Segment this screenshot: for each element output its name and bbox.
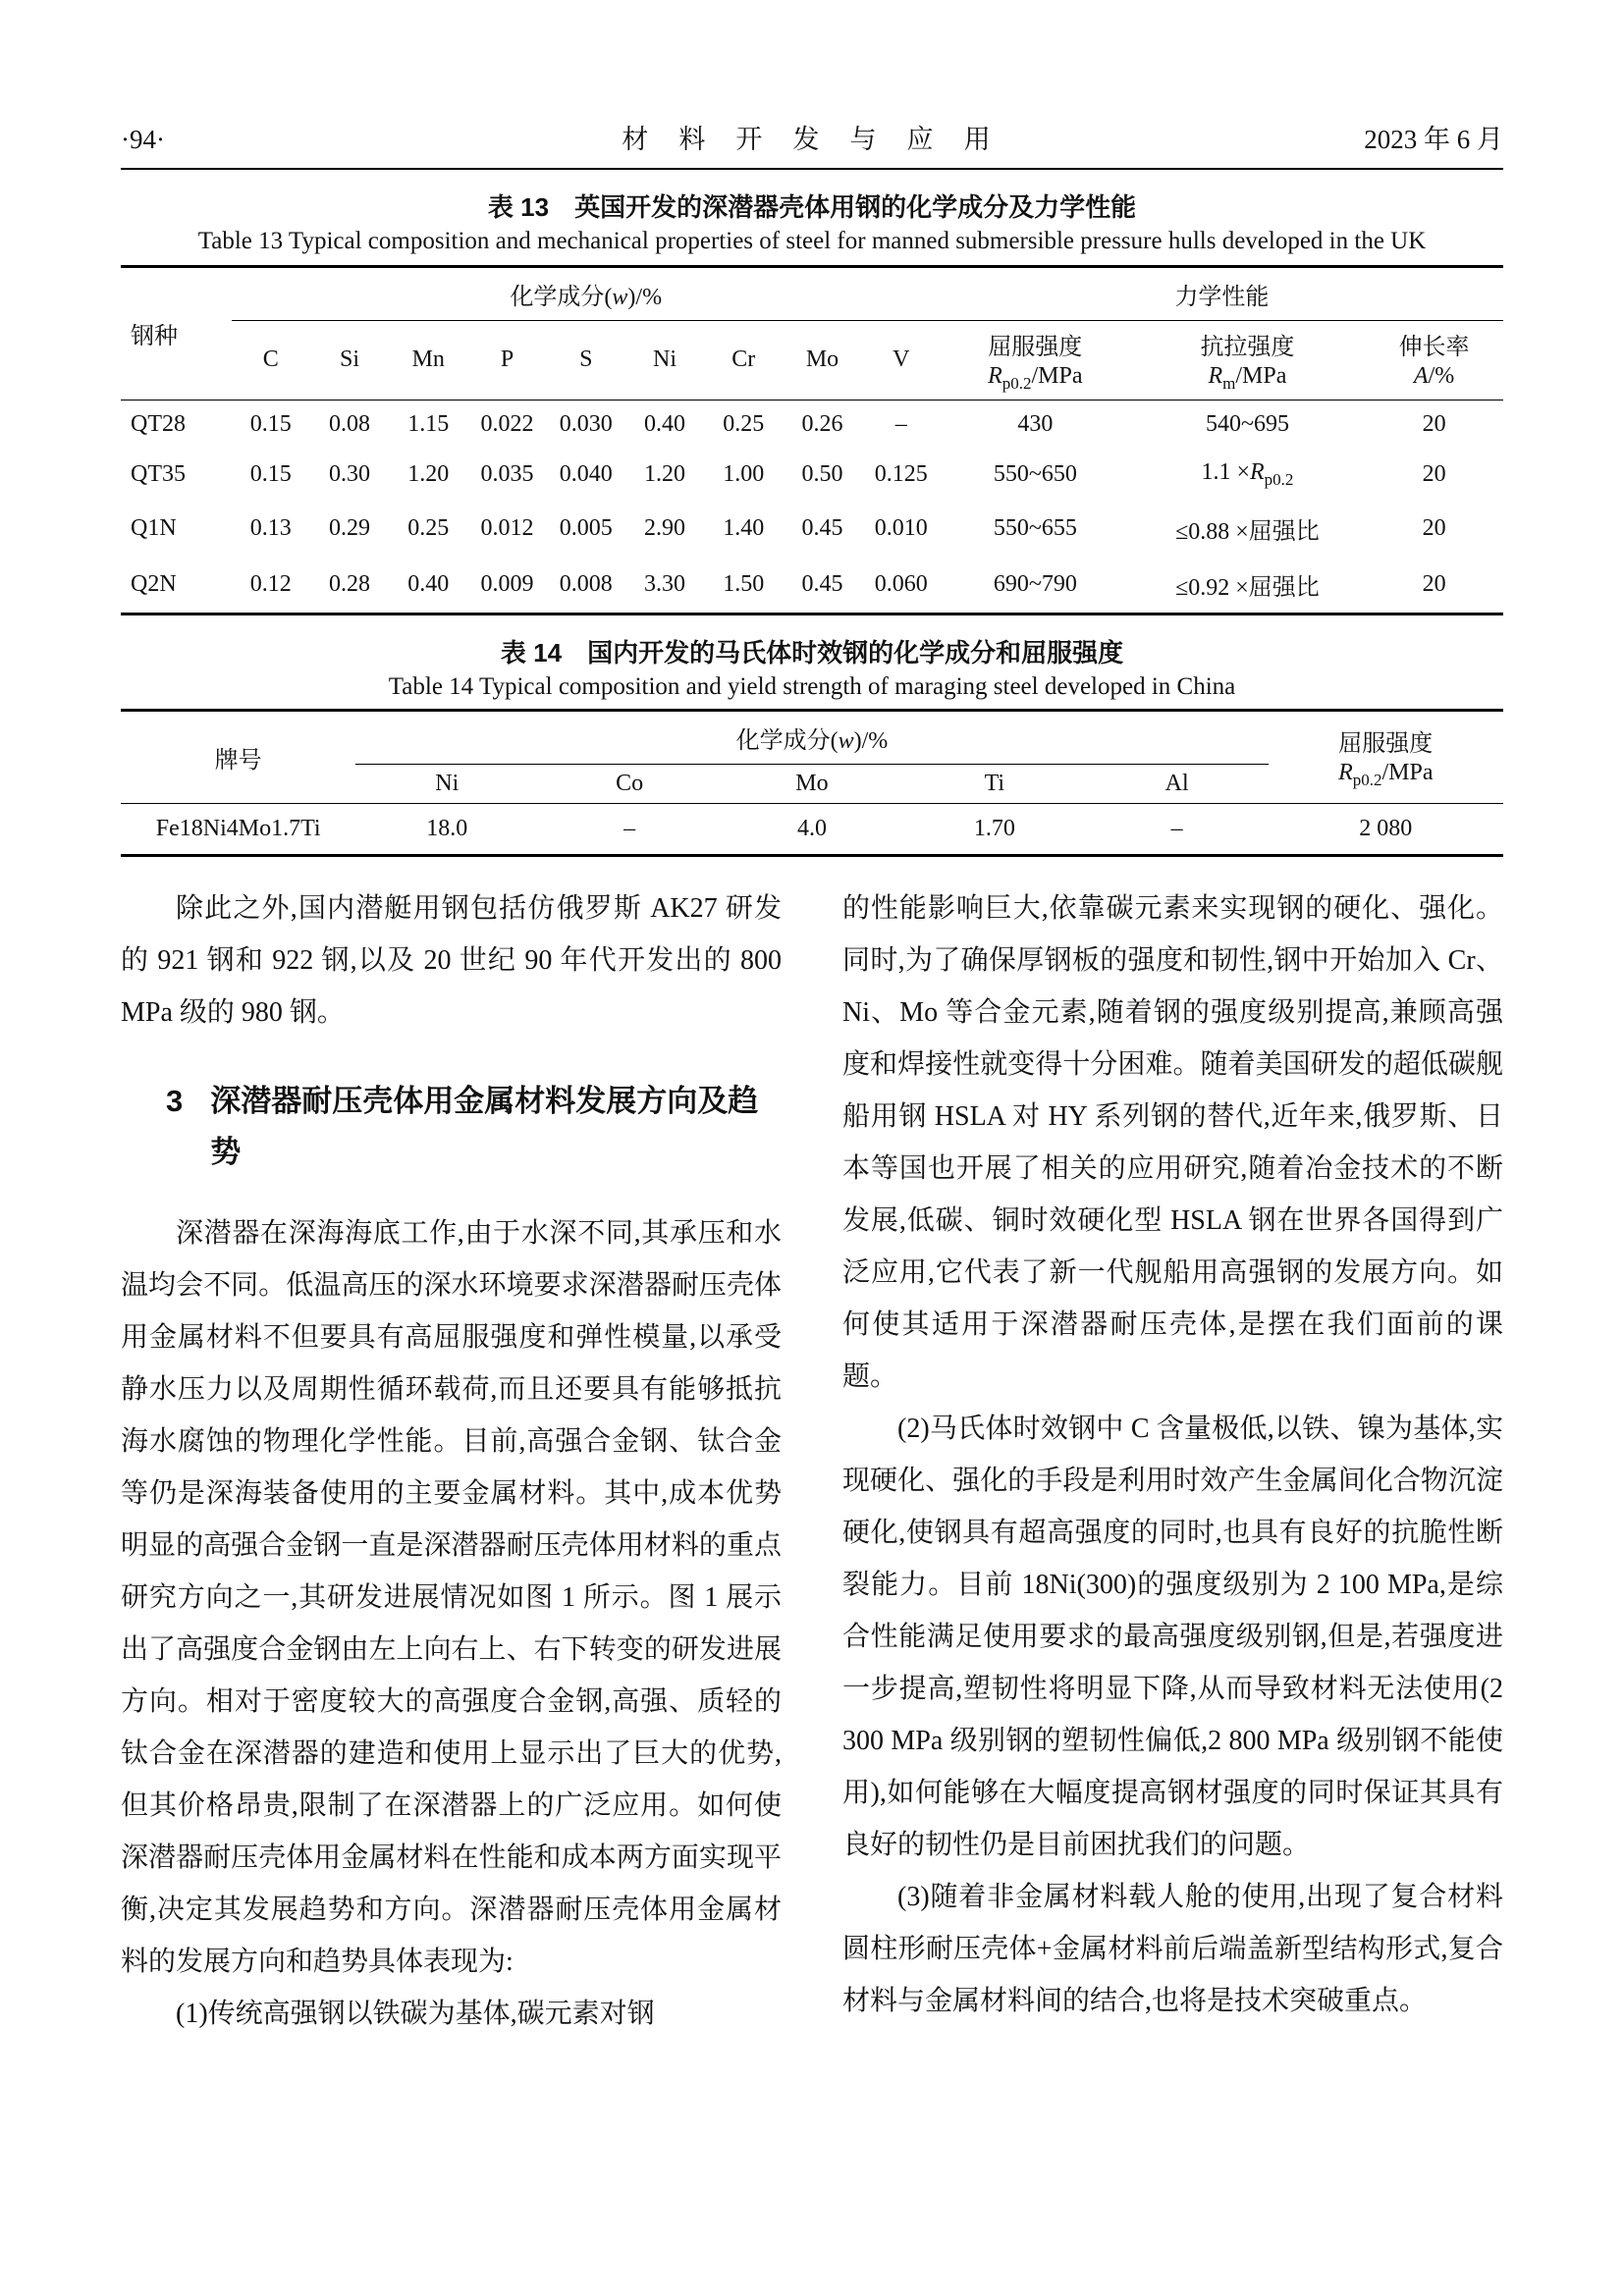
chem-group-post: )/% bbox=[627, 285, 663, 310]
cell-steel: Q2N bbox=[131, 570, 177, 597]
elongation-symbol: A bbox=[1413, 363, 1429, 389]
cell: 0.15 bbox=[249, 410, 292, 437]
table13-col-Si: Si bbox=[310, 321, 389, 400]
elongation-symbol-line bbox=[1369, 363, 1499, 394]
section-title: 深潜器耐压壳体用金属材料发展方向及趋势 bbox=[210, 1083, 759, 1169]
cell: – bbox=[623, 815, 636, 841]
paragraph: 深潜器在深海海底工作,由于水深不同,其承压和水温均会不同。低温高压的深水环境要求深潜器耐压壳体用金属材料不但要具有高屈服强度和弹性模量,以承受静水压力以及周期性循环载荷,而且还要具有能够抵抗海水腐蚀的物理化学性能。目前,高强合金钢、钛合金等仍是深海装备使用的主要金属材料。其中,成本优势明显的高强合金钢一直是深潜器耐压壳体用材料的重点研究方向之一,其研发进展情况如图 1 所示。图 1 展示出了高强度合金钢由左上向右上、右下转变的研发进展方向。相对于密度较大的高强度合金钢,高强、质轻的钛合金在深潜器的建造和使用上显示出了巨大的优势,但其价格昂贵,限制了在深潜器上的广泛应用。如何使深潜器耐压壳体用金属材料在性能和成本两方面实现平衡,决定其发展趋势和方向。深潜器耐压壳体用金属材料的发展方向和趋势具体表现为: bbox=[121, 1217, 782, 1977]
cell: 0.035 bbox=[480, 460, 534, 487]
cell: 0.29 bbox=[329, 514, 370, 541]
cell-elongation: 20 bbox=[1422, 570, 1446, 597]
table-row bbox=[121, 557, 1503, 614]
cell: 0.28 bbox=[329, 570, 370, 597]
tensile-prefix: 1.1 × bbox=[1201, 458, 1250, 485]
cell: 0.040 bbox=[559, 460, 613, 487]
tensile-symbol-line bbox=[1134, 363, 1361, 394]
yield-symbol: R bbox=[1338, 760, 1353, 786]
cell: 1.70 bbox=[973, 815, 1015, 841]
yield-title: 屈服强度 bbox=[1338, 731, 1434, 758]
table14-header-yield bbox=[1269, 710, 1503, 803]
cell: 0.012 bbox=[480, 514, 534, 541]
cell-elongation: 20 bbox=[1422, 460, 1446, 487]
yield-symbol-line bbox=[945, 363, 1126, 394]
table13-col-Ni: Ni bbox=[625, 321, 704, 400]
cell: 18.0 bbox=[426, 815, 468, 841]
cell-yield: 2 080 bbox=[1359, 815, 1413, 841]
table13-group-row bbox=[121, 267, 1503, 321]
issue-date: 2023 年 6 月 bbox=[1364, 125, 1503, 154]
tensile-symbol-sub: m bbox=[1222, 373, 1236, 393]
yield-symbol-line bbox=[1272, 760, 1499, 790]
left-column bbox=[121, 882, 782, 2040]
table14-col-Al: Al bbox=[1086, 764, 1269, 803]
cell: 0.45 bbox=[801, 514, 843, 541]
section-heading bbox=[121, 1076, 782, 1178]
table14-caption-en: Table 14 Typical composition and yield strength of maraging steel developed in China bbox=[388, 672, 1236, 700]
cell: 0.13 bbox=[249, 514, 292, 541]
chem-group-pre: 化学成分( bbox=[510, 285, 613, 310]
table13-col-elongation bbox=[1365, 321, 1503, 400]
cell: 0.022 bbox=[480, 410, 534, 437]
cell: 1.15 bbox=[407, 410, 450, 437]
cell: 0.060 bbox=[874, 570, 928, 597]
running-head bbox=[121, 118, 1503, 156]
cell: 1.20 bbox=[644, 460, 685, 487]
cell: 1.50 bbox=[723, 570, 765, 597]
cell: – bbox=[894, 410, 907, 437]
table-row bbox=[121, 449, 1503, 501]
yield-symbol-sub: p0.2 bbox=[1001, 373, 1032, 393]
cell-tensile: 540~695 bbox=[1205, 410, 1289, 437]
table14-header-grade: 牌号 bbox=[121, 710, 355, 803]
chem-group-symbol: w bbox=[838, 727, 854, 754]
tensile-symbol: R bbox=[1208, 363, 1223, 389]
cell-steel: Q1N bbox=[131, 514, 177, 541]
chem-group-pre: 化学成分( bbox=[735, 727, 839, 754]
cell: 0.40 bbox=[644, 410, 685, 437]
tensile-symbol-sub: p0.2 bbox=[1264, 469, 1294, 489]
elongation-title: 伸长率 bbox=[1398, 335, 1470, 360]
cell: 0.030 bbox=[559, 410, 613, 437]
table14-caption-zh: 表 14 国内开发的马氏体时效钢的化学成分和屈服强度 bbox=[500, 637, 1124, 667]
table-row bbox=[121, 803, 1503, 855]
cell-grade: Fe18Ni4Mo1.7Ti bbox=[155, 815, 321, 841]
cell: 0.008 bbox=[559, 570, 613, 597]
elongation-unit: /% bbox=[1428, 363, 1455, 389]
cell: 0.25 bbox=[407, 514, 450, 541]
cell: 0.010 bbox=[874, 514, 928, 541]
cell: 0.40 bbox=[407, 570, 450, 597]
cell: 0.30 bbox=[329, 460, 370, 487]
paragraph: 除此之外,国内潜艇用钢包括仿俄罗斯 AK27 研发的 921 钢和 922 钢,以及 20 世纪 90 年代开发出的 800 MPa 级的 980 钢。 bbox=[121, 892, 782, 1028]
paragraph: 的性能影响巨大,依靠碳元素来实现钢的硬化、强化。同时,为了确保厚钢板的强度和韧性,钢中开始加入 Cr、Ni、Mo 等合金元素,随着钢的强度级别提高,兼顾高强度和焊接性就变得十分困难。随着美国研发的超低碳舰船用钢 HSLA 对 HY 系列钢的替代,近年来,俄罗斯、日本等国也开展了相关的应用研究,随着冶金技术的不断发展,低碳、铜时效硬化型 HSLA 钢在世界各国得到广泛应用,它代表了新一代舰船用高强钢的发展方向。如何使其适用于深潜器耐压壳体,是摆在我们面前的课题。 bbox=[842, 892, 1503, 1392]
table13-columns-row bbox=[121, 321, 1503, 400]
cell: 0.125 bbox=[874, 460, 928, 487]
table13-caption-en: Table 13 Typical composition and mechanical properties of steel for manned submersible pressure hulls developed in the UK bbox=[197, 228, 1427, 254]
cell: 2.90 bbox=[644, 514, 685, 541]
table14-group-row bbox=[121, 710, 1503, 764]
cell-elongation: 20 bbox=[1422, 514, 1446, 541]
cell-elongation: 20 bbox=[1422, 410, 1446, 437]
cell: 0.12 bbox=[249, 570, 292, 597]
cell: 0.50 bbox=[801, 460, 843, 487]
paragraph: (3)随着非金属材料载人舱的使用,出现了复合材料圆柱形耐压壳体+金属材料前后端盖新型结构形式,复合材料与金属材料间的结合,也将是技术突破重点。 bbox=[842, 1881, 1503, 2016]
table13-col-yield bbox=[941, 321, 1130, 400]
table14-col-Co: Co bbox=[538, 764, 721, 803]
cell-yield: 690~790 bbox=[993, 570, 1077, 597]
cell-steel: QT28 bbox=[131, 410, 186, 437]
right-column bbox=[842, 882, 1503, 2040]
table13 bbox=[121, 265, 1503, 615]
cell: 1.40 bbox=[723, 514, 765, 541]
cell-steel: QT35 bbox=[131, 460, 186, 487]
table14-header-chem-group bbox=[355, 710, 1268, 764]
table13-col-Cr: Cr bbox=[704, 321, 783, 400]
table13-col-Mn: Mn bbox=[389, 321, 467, 400]
yield-symbol: R bbox=[988, 363, 1002, 389]
journal-title: 材 料 开 发 与 应 用 bbox=[622, 125, 1002, 154]
table14-col-Ti: Ti bbox=[903, 764, 1086, 803]
table13-caption-zh: 表 13 英国开发的深潜器壳体用钢的化学成分及力学性能 bbox=[487, 192, 1137, 222]
cell: 0.45 bbox=[801, 570, 843, 597]
cell: 3.30 bbox=[644, 570, 685, 597]
chem-group-symbol: w bbox=[612, 285, 628, 310]
table-row bbox=[121, 400, 1503, 449]
cell-tensile: ≤0.92 ×屈强比 bbox=[1175, 574, 1320, 601]
cell: 0.005 bbox=[559, 514, 613, 541]
table13-col-P: P bbox=[467, 321, 546, 400]
table13-col-C: C bbox=[232, 321, 310, 400]
yield-unit: /MPa bbox=[1381, 760, 1434, 786]
chem-group-post: )/% bbox=[853, 727, 889, 754]
yield-title: 屈服强度 bbox=[988, 335, 1083, 360]
table13-col-tensile bbox=[1130, 321, 1365, 400]
table13-col-V: V bbox=[862, 321, 941, 400]
cell: 0.009 bbox=[480, 570, 534, 597]
table14 bbox=[121, 709, 1503, 857]
cell: 0.15 bbox=[249, 460, 292, 487]
table13-header-steel: 钢种 bbox=[121, 267, 232, 400]
tensile-title: 抗拉强度 bbox=[1200, 335, 1295, 360]
cell-yield: 550~655 bbox=[993, 514, 1077, 541]
cell: 0.26 bbox=[801, 410, 843, 437]
cell-tensile: ≤0.88 ×屈强比 bbox=[1175, 518, 1320, 545]
header-rule bbox=[121, 168, 1503, 170]
table13-col-S: S bbox=[547, 321, 625, 400]
table14-col-Ni: Ni bbox=[355, 764, 538, 803]
tensile-unit: /MPa bbox=[1235, 363, 1287, 389]
table13-header-mech-group: 力学性能 bbox=[941, 267, 1503, 321]
body-columns bbox=[121, 882, 1503, 2040]
paragraph: (1)传统高强钢以铁碳为基体,碳元素对钢 bbox=[176, 1998, 655, 2029]
table14-col-Mo: Mo bbox=[721, 764, 903, 803]
cell: 1.20 bbox=[407, 460, 450, 487]
yield-unit: /MPa bbox=[1031, 363, 1083, 389]
table-row bbox=[121, 501, 1503, 557]
tensile-symbol: R bbox=[1250, 458, 1265, 485]
page-number: ·94· bbox=[121, 125, 165, 154]
cell: 0.08 bbox=[329, 410, 370, 437]
yield-symbol-sub: p0.2 bbox=[1352, 770, 1382, 789]
cell-yield: 430 bbox=[1017, 410, 1054, 437]
cell-tensile bbox=[1130, 449, 1365, 501]
paragraph: (2)马氏体时效钢中 C 含量极低,以铁、镍为基体,实现硬化、强化的手段是利用时效产生金属间化合物沉淀硬化,使钢具有超高强度的同时,也具有良好的抗脆性断裂能力。目前 18Ni(300)的强度级别为 2 100 MPa,是综合性能满足使用要求的最高强度级别钢,但是,若强度进一步提高,塑韧性将明显下降,从而导致材料无法使用(2 300 MPa 级别钢的塑韧性偏低,2 800 MPa 级别钢不能使用),如何能够在大幅度提高钢材强度的同时保证其具有良好的韧性仍是目前困扰我们的问题。 bbox=[842, 1413, 1503, 1860]
cell: 0.25 bbox=[723, 410, 765, 437]
table13-col-Mo: Mo bbox=[783, 321, 861, 400]
cell: – bbox=[1170, 815, 1183, 841]
cell: 1.00 bbox=[723, 460, 765, 487]
section-number: 3 bbox=[166, 1083, 184, 1118]
table13-header-chem-group bbox=[232, 267, 941, 321]
cell: 4.0 bbox=[796, 815, 827, 841]
cell-yield: 550~650 bbox=[993, 460, 1077, 487]
